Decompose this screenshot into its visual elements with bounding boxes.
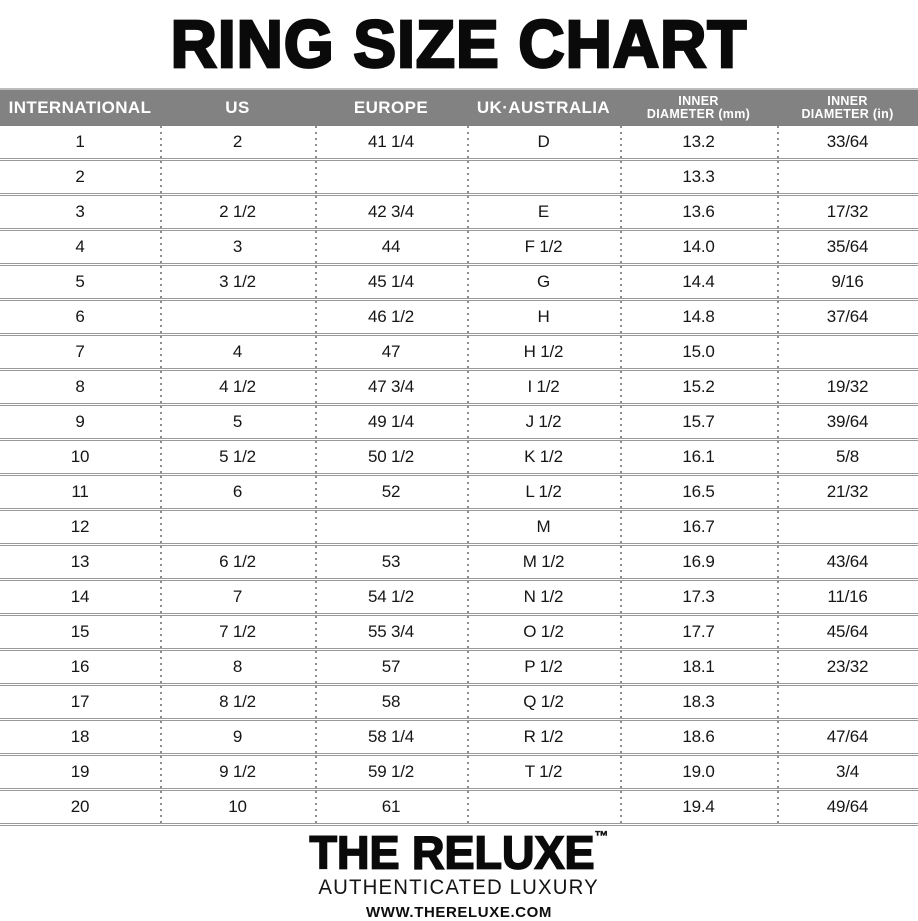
cell-uk-australia: N 1/2 bbox=[467, 581, 620, 613]
table-body bbox=[0, 126, 918, 826]
cell-international: 9 bbox=[75, 412, 85, 431]
cell-uk-australia: M bbox=[467, 511, 620, 543]
cell-europe: 58 1/4 bbox=[315, 721, 467, 753]
cell-uk-australia: Q 1/2 bbox=[467, 686, 620, 718]
footer bbox=[0, 826, 918, 921]
cell-inner-diameter-in: 9/16 bbox=[777, 266, 918, 298]
cell-uk-australia: T 1/2 bbox=[467, 756, 620, 788]
cell-europe: 50 1/2 bbox=[315, 441, 467, 473]
cell-inner-diameter-in: 5/8 bbox=[777, 441, 918, 473]
cell-inner-diameter-mm: 19.4 bbox=[620, 791, 777, 823]
table-row bbox=[0, 336, 918, 371]
cell-inner-diameter-in: 23/32 bbox=[777, 651, 918, 683]
cell-europe: 59 1/2 bbox=[315, 756, 467, 788]
column-header-us: US bbox=[225, 98, 250, 118]
page-title: RING SIZE CHART bbox=[170, 6, 748, 82]
cell-us: 10 bbox=[160, 791, 315, 823]
cell-inner-diameter-mm: 16.7 bbox=[620, 511, 777, 543]
cell-europe: 53 bbox=[315, 546, 467, 578]
table-row bbox=[0, 581, 918, 616]
cell-inner-diameter-mm: 14.8 bbox=[620, 301, 777, 333]
cell-uk-australia: H bbox=[467, 301, 620, 333]
cell-international: 14 bbox=[70, 587, 90, 606]
table-row bbox=[0, 371, 918, 406]
cell-us: 8 1/2 bbox=[160, 686, 315, 718]
brand-logo bbox=[309, 826, 609, 879]
cell-uk-australia: L 1/2 bbox=[467, 476, 620, 508]
cell-europe: 55 3/4 bbox=[315, 616, 467, 648]
cell-us: 6 1/2 bbox=[160, 546, 315, 578]
cell-inner-diameter-in: 3/4 bbox=[777, 756, 918, 788]
table-row bbox=[0, 791, 918, 826]
title-area bbox=[0, 0, 918, 88]
cell-international: 20 bbox=[70, 797, 90, 816]
table-row bbox=[0, 616, 918, 651]
cell-europe: 61 bbox=[315, 791, 467, 823]
cell-inner-diameter-in: 45/64 bbox=[777, 616, 918, 648]
cell-inner-diameter-mm: 19.0 bbox=[620, 756, 777, 788]
cell-international: 1 bbox=[75, 132, 85, 151]
cell-international: 10 bbox=[70, 447, 90, 466]
cell-uk-australia: R 1/2 bbox=[467, 721, 620, 753]
cell-inner-diameter-in bbox=[777, 336, 918, 368]
cell-inner-diameter-mm: 13.6 bbox=[620, 196, 777, 228]
cell-inner-diameter-in: 21/32 bbox=[777, 476, 918, 508]
table-row bbox=[0, 231, 918, 266]
cell-europe: 58 bbox=[315, 686, 467, 718]
cell-uk-australia: M 1/2 bbox=[467, 546, 620, 578]
cell-us: 4 1/2 bbox=[160, 371, 315, 403]
column-header-europe: EUROPE bbox=[353, 98, 429, 118]
cell-us: 3 1/2 bbox=[160, 266, 315, 298]
cell-us: 9 bbox=[160, 721, 315, 753]
cell-inner-diameter-mm: 13.2 bbox=[620, 126, 777, 158]
cell-inner-diameter-mm: 13.3 bbox=[620, 161, 777, 193]
cell-europe: 41 1/4 bbox=[315, 126, 467, 158]
cell-europe: 54 1/2 bbox=[315, 581, 467, 613]
cell-international: 2 bbox=[75, 167, 85, 186]
cell-us: 2 bbox=[160, 126, 315, 158]
cell-us: 5 bbox=[160, 406, 315, 438]
table-row bbox=[0, 126, 918, 161]
cell-inner-diameter-mm: 15.7 bbox=[620, 406, 777, 438]
cell-inner-diameter-mm: 17.7 bbox=[620, 616, 777, 648]
cell-inner-diameter-in: 33/64 bbox=[777, 126, 918, 158]
cell-uk-australia: I 1/2 bbox=[467, 371, 620, 403]
cell-europe: 49 1/4 bbox=[315, 406, 467, 438]
cell-inner-diameter-in: 11/16 bbox=[777, 581, 918, 613]
cell-us bbox=[160, 301, 315, 333]
table-row bbox=[0, 161, 918, 196]
cell-europe: 47 3/4 bbox=[315, 371, 467, 403]
cell-europe: 47 bbox=[315, 336, 467, 368]
cell-international: 4 bbox=[75, 237, 85, 256]
cell-europe bbox=[315, 511, 467, 543]
cell-inner-diameter-mm: 17.3 bbox=[620, 581, 777, 613]
cell-inner-diameter-in bbox=[777, 161, 918, 193]
cell-europe: 45 1/4 bbox=[315, 266, 467, 298]
cell-europe: 52 bbox=[315, 476, 467, 508]
cell-inner-diameter-mm: 16.9 bbox=[620, 546, 777, 578]
table-row bbox=[0, 406, 918, 441]
table-row bbox=[0, 756, 918, 791]
table-row bbox=[0, 651, 918, 686]
cell-inner-diameter-in: 47/64 bbox=[777, 721, 918, 753]
cell-international: 17 bbox=[70, 692, 90, 711]
cell-uk-australia: F 1/2 bbox=[467, 231, 620, 263]
cell-us: 9 1/2 bbox=[160, 756, 315, 788]
cell-us: 5 1/2 bbox=[160, 441, 315, 473]
table-row bbox=[0, 546, 918, 581]
cell-international: 18 bbox=[70, 727, 90, 746]
cell-uk-australia: K 1/2 bbox=[467, 441, 620, 473]
cell-international: 11 bbox=[71, 482, 89, 501]
brand-name: THE RELUXE bbox=[309, 826, 595, 879]
cell-international: 12 bbox=[70, 517, 90, 536]
cell-inner-diameter-in: 39/64 bbox=[777, 406, 918, 438]
cell-us: 4 bbox=[160, 336, 315, 368]
table-row bbox=[0, 196, 918, 231]
cell-inner-diameter-mm: 15.0 bbox=[620, 336, 777, 368]
cell-inner-diameter-mm: 18.6 bbox=[620, 721, 777, 753]
cell-uk-australia: E bbox=[467, 196, 620, 228]
cell-inner-diameter-in: 37/64 bbox=[777, 301, 918, 333]
cell-international: 5 bbox=[75, 272, 85, 291]
trademark-symbol: ™ bbox=[594, 827, 609, 844]
cell-international: 6 bbox=[75, 307, 85, 326]
cell-uk-australia: J 1/2 bbox=[467, 406, 620, 438]
column-header-uk-australia: UK·AUSTRALIA bbox=[476, 98, 611, 118]
website-url: WWW.THERELUXE.COM bbox=[365, 904, 553, 921]
cell-uk-australia: D bbox=[467, 126, 620, 158]
cell-uk-australia bbox=[467, 161, 620, 193]
ring-size-table bbox=[0, 88, 918, 826]
cell-uk-australia: G bbox=[467, 266, 620, 298]
cell-europe: 44 bbox=[315, 231, 467, 263]
cell-us bbox=[160, 511, 315, 543]
cell-international: 13 bbox=[70, 552, 90, 571]
table-row bbox=[0, 686, 918, 721]
cell-international: 7 bbox=[75, 342, 85, 361]
table-row bbox=[0, 301, 918, 336]
cell-inner-diameter-mm: 18.3 bbox=[620, 686, 777, 718]
cell-inner-diameter-mm: 15.2 bbox=[620, 371, 777, 403]
cell-inner-diameter-mm: 16.5 bbox=[620, 476, 777, 508]
cell-international: 8 bbox=[75, 377, 85, 396]
cell-inner-diameter-mm: 14.0 bbox=[620, 231, 777, 263]
cell-international: 16 bbox=[70, 657, 90, 676]
cell-inner-diameter-mm: 14.4 bbox=[620, 266, 777, 298]
cell-international: 3 bbox=[75, 202, 85, 221]
cell-us bbox=[160, 161, 315, 193]
cell-inner-diameter-in bbox=[777, 511, 918, 543]
cell-inner-diameter-in: 43/64 bbox=[777, 546, 918, 578]
cell-us: 6 bbox=[160, 476, 315, 508]
cell-us: 7 1/2 bbox=[160, 616, 315, 648]
cell-inner-diameter-in: 35/64 bbox=[777, 231, 918, 263]
cell-us: 3 bbox=[160, 231, 315, 263]
cell-uk-australia bbox=[467, 791, 620, 823]
cell-inner-diameter-in bbox=[777, 686, 918, 718]
column-header-inner-diameter-in: INNER DIAMETER (in) bbox=[801, 93, 894, 121]
cell-inner-diameter-mm: 18.1 bbox=[620, 651, 777, 683]
brand-tagline: AUTHENTICATED LUXURY bbox=[318, 876, 600, 900]
cell-us: 2 1/2 bbox=[160, 196, 315, 228]
cell-inner-diameter-in: 49/64 bbox=[777, 791, 918, 823]
table-row bbox=[0, 476, 918, 511]
cell-inner-diameter-in: 19/32 bbox=[777, 371, 918, 403]
cell-uk-australia: H 1/2 bbox=[467, 336, 620, 368]
cell-us: 7 bbox=[160, 581, 315, 613]
table-row bbox=[0, 266, 918, 301]
cell-inner-diameter-mm: 16.1 bbox=[620, 441, 777, 473]
cell-europe: 57 bbox=[315, 651, 467, 683]
cell-uk-australia: O 1/2 bbox=[467, 616, 620, 648]
cell-europe: 42 3/4 bbox=[315, 196, 467, 228]
column-header-inner-diameter-mm: INNER DIAMETER (mm) bbox=[646, 93, 751, 121]
table-row bbox=[0, 441, 918, 476]
cell-europe: 46 1/2 bbox=[315, 301, 467, 333]
cell-uk-australia: P 1/2 bbox=[467, 651, 620, 683]
cell-us: 8 bbox=[160, 651, 315, 683]
cell-inner-diameter-in: 17/32 bbox=[777, 196, 918, 228]
cell-international: 15 bbox=[70, 622, 90, 641]
table-header-row bbox=[0, 88, 918, 126]
cell-international: 19 bbox=[70, 762, 90, 781]
cell-europe bbox=[315, 161, 467, 193]
table-row bbox=[0, 721, 918, 756]
column-header-international: INTERNATIONAL bbox=[8, 98, 152, 118]
table-row bbox=[0, 511, 918, 546]
